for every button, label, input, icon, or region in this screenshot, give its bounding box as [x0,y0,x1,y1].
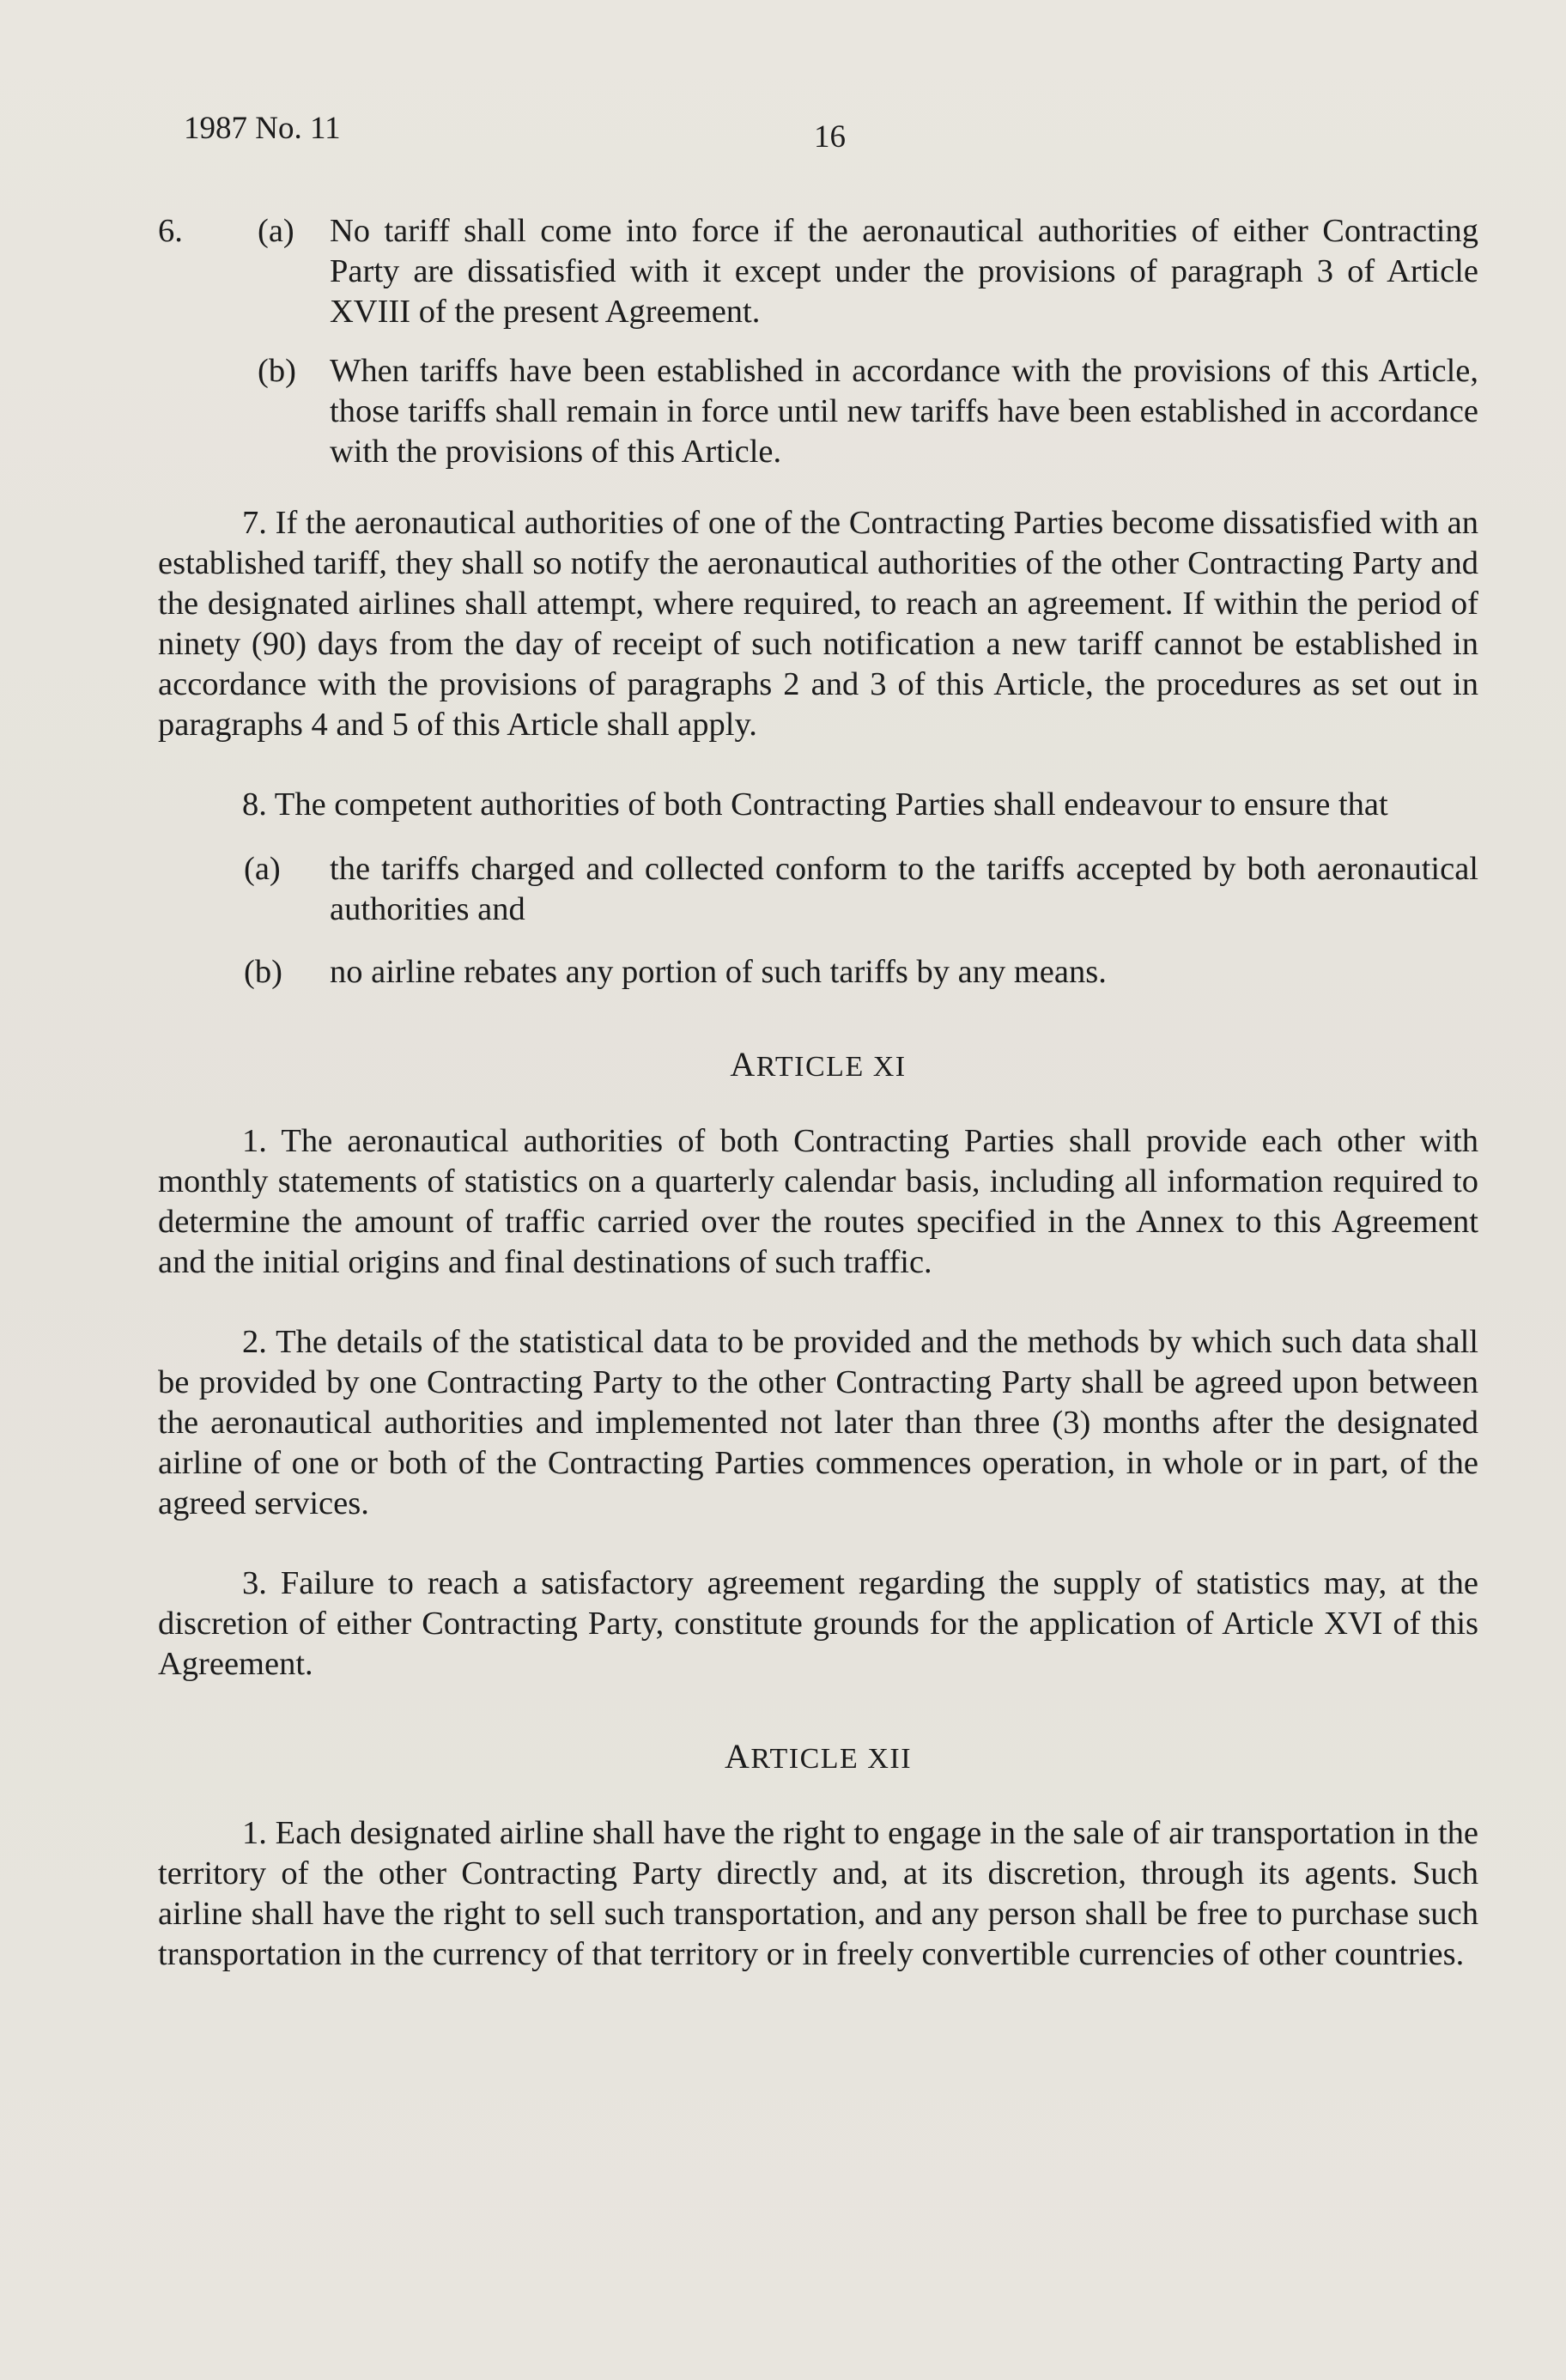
paragraph-6a-text: No tariff shall come into force if the aeronautical authorities of either Contracting Party are dissatisfied with it except under the provisions of paragraph 3 of Article XVIII of the present Agreement. [330,213,1478,330]
paragraph-8a-label: (a) [244,851,281,887]
paragraph-8-intro: 8. The competent authorities of both Contracting Parties shall endeavour to ensure that [242,786,1388,823]
article-xi-paragraph-1: 1. The aeronautical authorities of both Contracting Parties shall provide each other with monthly statements of statistics on a quarterly calendar basis, including all information required to determine the amount of traffic carried over the routes specified in the Annex to this Agreement and the initial origins and final destinations of such traffic. [158,1123,1478,1280]
paragraph-8b-text: no airline rebates any portion of such tariffs by any means. [330,954,1107,990]
paragraph-6b-text: When tariffs have been established in accordance with the provisions of this Article, those tariffs shall remain in force until new tariffs have been established in accordance with the provisions of this Article. [330,353,1478,470]
paragraph-6a-label: (a) [258,213,294,249]
article-xi-heading [158,1044,1478,1087]
paragraph-8a [158,849,1478,930]
paragraph-7: 7. If the aeronautical authorities of one of the Contracting Parties become dissatisfied with an established tariff, they shall so notify the aeronautical authorities of the other Contracting Party and the designated airlines shall attempt, where required, to reach an agreement. If within the period of ninety (90) days from the day of receipt of such notification a new tariff cannot be established in accordance with the provisions of paragraphs 2 and 3 of this Article, the procedures as set out in paragraphs 4 and 5 of this Article shall apply. [158,505,1478,743]
paragraph-6b [158,351,1478,472]
paragraph-6a [158,211,1478,332]
article-xii-heading-rest: RTICLE XII [750,1743,913,1775]
article-xi-heading-rest: RTICLE XI [756,1051,907,1083]
article-xi-paragraph-2: 2. The details of the statistical data to be provided and the methods by which such data shall be provided by one Contracting Party to the other Contracting Party shall be agreed upon between the aeronautical authorities and implemented not later than three (3) months after the designated airline of one or both of the Contracting Parties commences operation, in whole or in part, of the agreed services. [158,1324,1478,1521]
article-xii-heading [158,1736,1478,1779]
paragraph-8a-text: the tariffs charged and collected conform to the tariffs accepted by both aeronautical authorities and [330,851,1478,927]
paragraph-6-number: 6. [158,213,183,249]
paragraph-8b [158,952,1478,993]
document-reference: 1987 No. 11 [184,111,341,146]
page-number: 16 [814,119,846,155]
article-xi-heading-initial: A [730,1045,756,1084]
page-header [184,110,1472,161]
article-xi-paragraph-3: 3. Failure to reach a satisfactory agreement regarding the supply of statistics may, at the discretion of either Contracting Party, constitute grounds for the application of Article XVI of this Agreement. [158,1565,1478,1682]
article-xii-heading-initial: A [724,1737,751,1776]
article-xii-paragraph-1: 1. Each designated airline shall have the right to engage in the sale of air transportation in the territory of the other Contracting Party directly and, at its discretion, through its agents. Such airline shall have the right to sell such transportation, and any person shall be free to purchase such transportation in the currency of that territory or in freely convertible currencies of other countries. [158,1815,1478,1972]
paragraph-6b-label: (b) [258,353,296,389]
paragraph-8b-label: (b) [244,954,282,990]
document-body [158,211,1478,2014]
